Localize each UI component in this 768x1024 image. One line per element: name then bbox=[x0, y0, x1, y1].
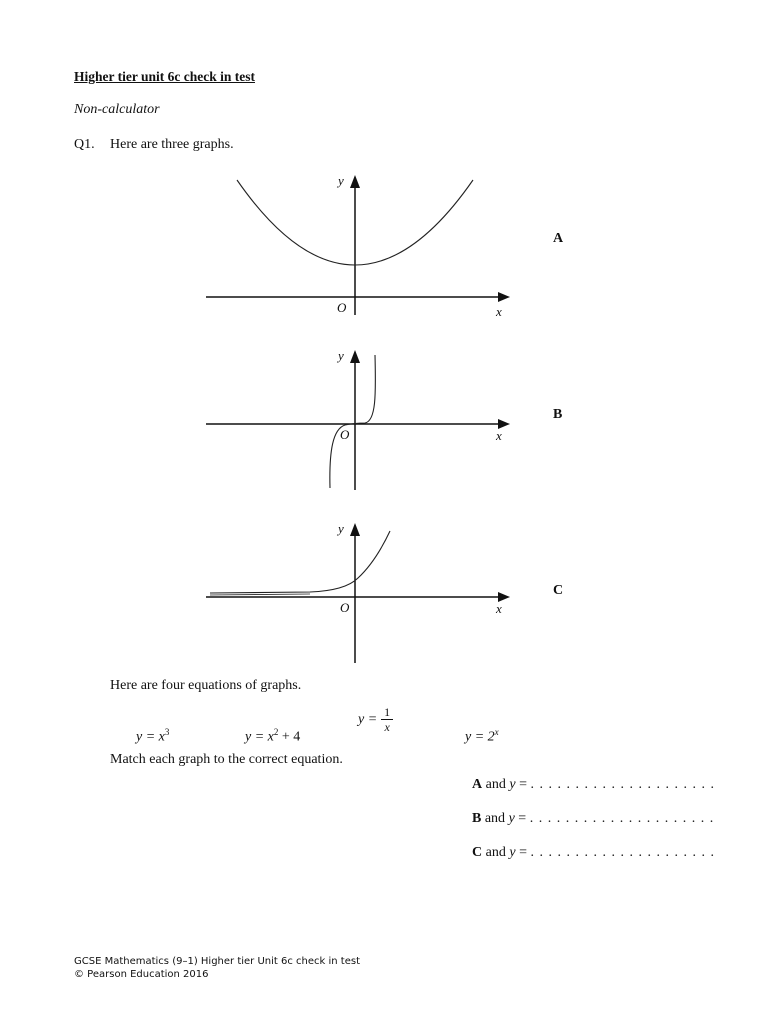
answer-a-var: y bbox=[509, 777, 516, 792]
graph-b-y-arrow bbox=[350, 350, 360, 363]
equation-3-denominator: x bbox=[384, 720, 390, 734]
graph-c-y-label: y bbox=[338, 521, 344, 536]
equation-1-base: y = x bbox=[136, 729, 165, 745]
graph-a-x-arrow bbox=[498, 292, 510, 302]
answer-c-var: y bbox=[509, 845, 516, 860]
answer-line-c[interactable] bbox=[472, 845, 715, 861]
page-subtitle: Non-calculator bbox=[74, 102, 160, 117]
answer-line-a[interactable] bbox=[472, 777, 715, 793]
equation-4-exponent: x bbox=[494, 727, 499, 737]
graph-a bbox=[200, 170, 520, 320]
equation-1-exponent: 3 bbox=[164, 727, 170, 737]
equation-2-base: y = x bbox=[245, 729, 274, 745]
footer-line-2: © Pearson Education 2016 bbox=[74, 969, 209, 980]
answer-a-equals: = bbox=[515, 777, 531, 792]
equation-2-exponent: 2 bbox=[273, 727, 279, 737]
graph-a-x-label: x bbox=[496, 304, 502, 319]
footer-line-1: GCSE Mathematics (9–1) Higher tier Unit 6c check in test bbox=[74, 956, 361, 967]
answer-b-equals: = bbox=[514, 811, 530, 826]
equation-3-numerator: 1 bbox=[381, 705, 393, 720]
graph-a-y-label: y bbox=[338, 173, 344, 188]
graph-b-curve bbox=[330, 355, 376, 488]
graph-c-y-arrow bbox=[350, 523, 360, 536]
equation-3-fraction bbox=[381, 705, 393, 734]
graph-c-origin: O bbox=[340, 600, 350, 615]
graph-c-label: C bbox=[553, 583, 564, 598]
equations-intro: Here are four equations of graphs. bbox=[110, 678, 302, 693]
graph-b bbox=[200, 345, 520, 495]
graph-c bbox=[200, 518, 520, 668]
equation-3-lhs: y = bbox=[358, 711, 378, 727]
graph-a-origin: O bbox=[337, 300, 347, 315]
equation-3 bbox=[358, 705, 393, 734]
answer-a-blank[interactable]: . . . . . . . . . . . . . . . . . . . . . bbox=[530, 777, 715, 792]
answer-c-and: and bbox=[482, 845, 510, 860]
graph-b-y-label: y bbox=[338, 348, 344, 363]
instruction-text: Match each graph to the correct equation. bbox=[110, 752, 343, 767]
equation-4 bbox=[465, 727, 499, 746]
equation-1 bbox=[136, 727, 169, 746]
equation-2-tail: + 4 bbox=[278, 729, 301, 745]
answer-b-label: B bbox=[472, 811, 482, 826]
equation-4-base: y = 2 bbox=[465, 729, 495, 745]
question-intro: Here are three graphs. bbox=[110, 137, 234, 152]
graph-b-label: B bbox=[553, 407, 563, 422]
graph-a-y-arrow bbox=[350, 175, 360, 188]
graph-a-label: A bbox=[553, 231, 564, 246]
graph-b-origin: O bbox=[340, 427, 350, 442]
answer-c-label: C bbox=[472, 845, 483, 860]
page-title: Higher tier unit 6c check in test bbox=[74, 69, 255, 84]
graph-c-curve bbox=[210, 531, 390, 593]
equation-2 bbox=[245, 727, 300, 746]
graph-b-x-label: x bbox=[496, 428, 502, 443]
question-number: Q1. bbox=[74, 137, 95, 152]
graph-c-curve-shadow bbox=[210, 594, 310, 595]
answer-b-and: and bbox=[481, 811, 509, 826]
answer-b-var: y bbox=[508, 811, 515, 826]
answer-a-and: and bbox=[482, 777, 510, 792]
answer-a-label: A bbox=[472, 777, 483, 792]
answer-c-blank[interactable]: . . . . . . . . . . . . . . . . . . . . . bbox=[530, 845, 715, 860]
answer-line-b[interactable] bbox=[472, 811, 714, 827]
graph-c-x-label: x bbox=[496, 601, 502, 616]
answer-b-blank[interactable]: . . . . . . . . . . . . . . . . . . . . . bbox=[529, 811, 715, 826]
answer-c-equals: = bbox=[515, 845, 531, 860]
